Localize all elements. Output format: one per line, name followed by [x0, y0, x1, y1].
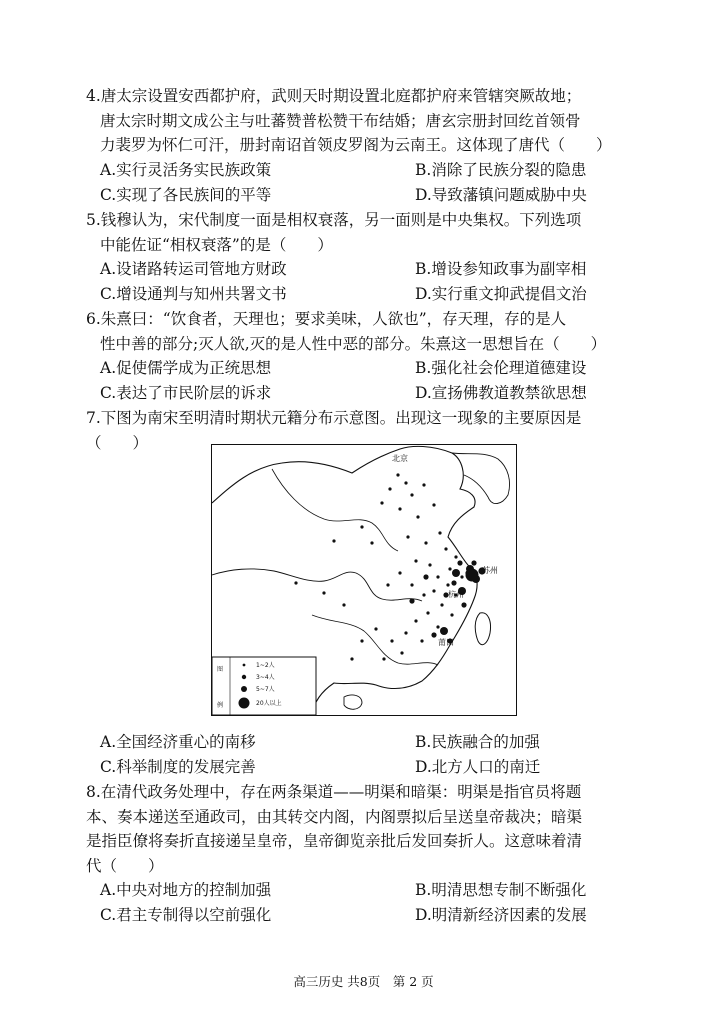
question-8-option-d[interactable]: D.明清新经济因素的发展 — [415, 905, 587, 924]
map-legend — [212, 657, 316, 715]
question-7-option-a[interactable]: A.全国经济重心的南移 — [100, 733, 256, 751]
map-region-boundary-north — [272, 469, 398, 551]
question-4-option-c[interactable]: C.实现了各民族间的平等 — [100, 185, 272, 204]
question-8-stem — [86, 780, 646, 878]
city-label-hangzhou: 杭州 — [448, 590, 464, 599]
question-6-options — [100, 356, 640, 405]
zhuangyuan-dot-suzhou — [466, 569, 479, 582]
question-6-line-1: 6.朱熹曰：“饮食者，天理也；要求美味，人欲也”，存天理，存的是人 — [86, 310, 567, 328]
legend-item-4: 20人以上 — [256, 700, 282, 707]
question-7-options — [100, 730, 640, 779]
question-4-option-d[interactable]: D.导致藩镇问题威胁中央 — [415, 185, 587, 204]
legend-item-3: 5~7人 — [256, 686, 275, 693]
question-7-option-c[interactable]: C.科举制度的发展完善 — [100, 757, 256, 776]
question-7-option-d[interactable]: D.北方人口的南迁 — [415, 757, 541, 776]
question-6-option-a[interactable]: A.促使儒学成为正统思想 — [100, 359, 272, 377]
zhuangyuan-dots-large — [440, 565, 486, 635]
map-hainan — [344, 695, 362, 709]
legend-title-top: 图 — [217, 666, 224, 673]
question-5-option-b[interactable]: B.增设参知政事为副宰相 — [415, 260, 587, 278]
page-footer: 高三历史 共8页 第 2 页 — [293, 974, 434, 989]
question-4-stem — [86, 84, 646, 158]
city-label-putian: 莆田 — [438, 638, 454, 647]
legend-item-2: 3~4人 — [256, 674, 275, 681]
question-8-line-2: 本、奏本递送至通政司，由其转交内阁，内阁票拟后呈送皇帝裁决；暗渠 — [86, 807, 583, 826]
question-6-line-2: 性中善的部分;灭人欲,灭的是人性中恶的部分。朱熹这一思想旨在（ ） — [100, 334, 607, 353]
question-5-stem — [86, 208, 646, 257]
question-5-option-d[interactable]: D.实行重文抑武提倡文治 — [415, 284, 587, 303]
question-8-option-a[interactable]: A.中央对地方的控制加强 — [100, 881, 272, 899]
question-7-line-1: 7.下图为南宋至明清时期状元籍分布示意图。出现这一现象的主要原因是 — [86, 409, 582, 427]
question-5-line-1: 5.钱穆认为，宋代制度一面是相权衰落，另一面则是中央集权。下列选项 — [86, 211, 582, 229]
question-8-line-3: 是指臣僚将奏折直接递呈皇帝，皇帝御览亲批后发回奏折人。这意味着清 — [86, 832, 583, 850]
question-6-option-d[interactable]: D.宣扬佛教道教禁欲思想 — [415, 383, 587, 402]
question-8-line-4: 代（ ） — [86, 856, 164, 875]
question-8-option-b[interactable]: B.明清思想专制不断强化 — [415, 881, 587, 899]
question-6-stem — [86, 307, 646, 356]
city-label-suzhou: 苏州 — [482, 566, 498, 575]
zhuangyuan-distribution-map — [211, 444, 517, 716]
question-4-line-2: 唐太宗时期文成公主与吐蕃赞普松赞干布结婚；唐玄宗册封回纥首领骨 — [100, 111, 581, 130]
map-korea-peninsula — [452, 453, 510, 504]
map-region-boundary-south — [312, 615, 438, 665]
legend-item-1: 1~2人 — [256, 662, 275, 669]
question-5-options — [100, 257, 640, 306]
map-region-boundary-west — [212, 569, 422, 601]
question-6-option-b[interactable]: B.强化社会伦理道德建设 — [415, 359, 587, 377]
map-svg — [212, 445, 516, 715]
legend-title-bottom: 例 — [217, 702, 224, 709]
map-taiwan — [475, 613, 490, 645]
question-6-option-c[interactable]: C.表达了市民阶层的诉求 — [100, 383, 272, 402]
question-4-option-b[interactable]: B.消除了民族分裂的隐患 — [415, 161, 587, 179]
city-label-beijing: 北京 — [392, 454, 408, 463]
question-5-option-a[interactable]: A.设诸路转运司管地方财政 — [100, 260, 287, 278]
question-4-line-3: 力裴罗为怀仁可汗，册封南诏首领皮罗阁为云南王。这体现了唐代（ ） — [100, 136, 612, 154]
question-4-options — [100, 158, 640, 207]
question-4-line-1: 4.唐太宗设置安西都护府，武则天时期设置北庭都护府来管辖突厥故地； — [86, 87, 582, 105]
question-8-options — [100, 878, 640, 927]
question-7-option-b[interactable]: B.民族融合的加强 — [415, 733, 540, 751]
question-5-option-c[interactable]: C.增设通判与知州共署文书 — [100, 284, 287, 303]
zhuangyuan-dots — [294, 473, 463, 660]
question-8-option-c[interactable]: C.君主专制得以空前强化 — [100, 905, 272, 924]
question-5-line-2: 中能佐证“相权衰落”的是（ ） — [100, 235, 333, 254]
question-7-line-2: （ ） — [86, 433, 149, 452]
question-8-line-1: 8.在清代政务处理中，存在两条渠道——明渠和暗渠：明渠是指官员将题 — [86, 783, 582, 801]
question-4-option-a[interactable]: A.实行灵活务实民族政策 — [100, 161, 272, 179]
